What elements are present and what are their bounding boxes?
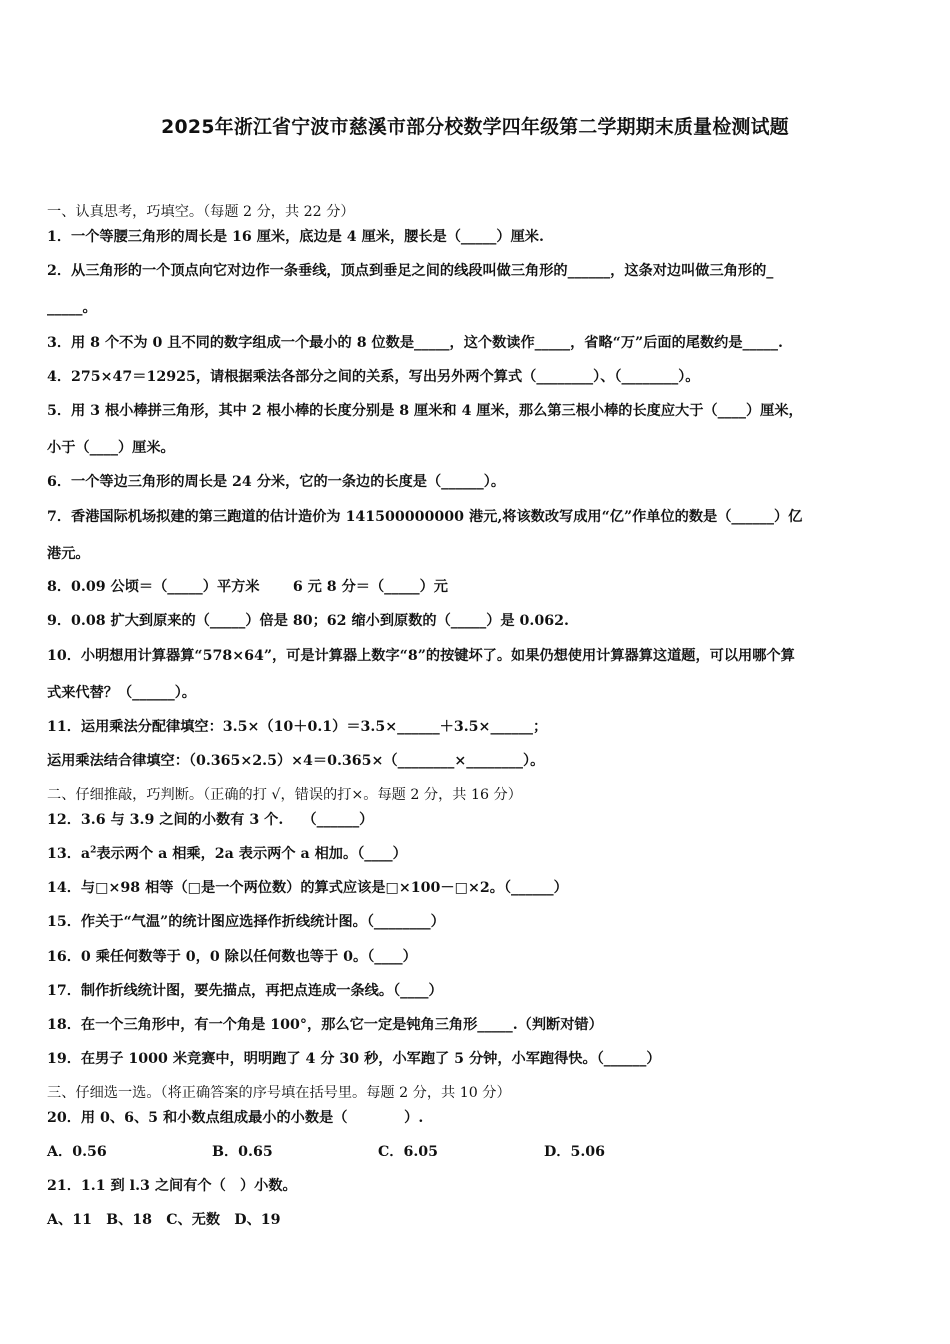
section-3-heading: 三、仔细选一选。（将正确答案的序号填在括号里。每题 2 分，共 10 分） (47, 1085, 511, 1101)
question-19: 19．在男子 1000 米竞赛中，明明跑了 4 分 30 秒，小军跑了 5 分钟，小军跑得快。（______） (47, 1051, 661, 1067)
question-10-line-1: 10．小明想用计算器算“578×64”，可是计算器上数字“8”的按键坏了。如果仍想使用计算器算这道题，可以用哪个算 (47, 648, 795, 664)
question-5-line-1: 5．用 3 根小棒拼三角形，其中 2 根小棒的长度分别是 8 厘米和 4 厘米，那么第三根小棒的长度应大于（____）厘米， (47, 403, 803, 419)
question-7-line-2: 港元。 (47, 546, 90, 562)
question-14: 14．与□×98 相等（□是一个两位数）的算式应该是□×100－□×2。（______） (47, 880, 568, 896)
question-9: 9．0.08 扩大到原来的（_____）倍是 80；62 缩小到原数的（_____）是 0.062. (47, 613, 569, 629)
section-1-heading: 一、认真思考，巧填空。（每题 2 分，共 22 分） (47, 204, 355, 220)
option-b: B．0.65 (212, 1144, 273, 1160)
question-13-text: 表示两个 a 相乘，2a 表示两个 a 相加。（____） (96, 846, 407, 862)
option-c: C．6.05 (378, 1144, 439, 1160)
question-11-line-2: 运用乘法结合律填空：（0.365×2.5）×4＝0.365×（________×________）。 (47, 753, 545, 769)
question-15: 15．作关于“气温”的统计图应选择作折线统计图。（________） (47, 914, 445, 930)
question-13-exponent: 2 (90, 845, 97, 856)
question-16: 16．0 乘任何数等于 0，0 除以任何数也等于 0。（____） (47, 949, 417, 965)
question-7-line-1: 7．香港国际机场拟建的第三跑道的估计造价为 141500000000 港元,将该数改写成用“亿”作单位的数是（______）亿 (47, 509, 803, 525)
question-21-options: A、11 B、18 C、无数 D、19 (47, 1212, 281, 1228)
question-1: 1．一个等腰三角形的周长是 16 厘米，底边是 4 厘米，腰长是（_____）厘米. (47, 229, 544, 245)
question-6: 6．一个等边三角形的周长是 24 分米，它的一条边的长度是（______）。 (47, 474, 506, 490)
question-21: 21．1.1 到 l.3 之间有个（ ）小数。 (47, 1178, 297, 1194)
question-20-options (47, 1143, 605, 1161)
question-20: 20．用 0、6、5 和小数点组成最小的小数是（ ）. (47, 1110, 424, 1126)
question-13 (47, 845, 407, 863)
question-8: 8．0.09 公顷＝（_____）平方米 6 元 8 分＝（_____）元 (47, 579, 448, 595)
question-12: 12．3.6 与 3.9 之间的小数有 3 个. （______） (47, 812, 374, 828)
question-18: 18．在一个三角形中，有一个角是 100°，那么它一定是钝角三角形_____.（判断对错） (47, 1017, 603, 1033)
question-17: 17．制作折线统计图，要先描点，再把点连成一条线。（____） (47, 983, 443, 999)
question-10-line-2: 式来代替？（______）。 (47, 685, 196, 701)
question-11-line-1: 11．运用乘法分配律填空：3.5×（10＋0.1）＝3.5×______＋3.5×______； (47, 719, 548, 735)
question-4: 4．275×47＝12925，请根据乘法各部分之间的关系，写出另外两个算式（________）、（________）。 (47, 369, 700, 385)
option-d: D．5.06 (544, 1144, 606, 1160)
document-title: 2025年浙江省宁波市慈溪市部分校数学四年级第二学期期末质量检测试题 (161, 116, 789, 138)
question-3: 3．用 8 个不为 0 且不同的数字组成一个最小的 8 位数是_____，这个数读作_____，省略“万”后面的尾数约是_____. (47, 335, 783, 351)
question-5-line-2: 小于（____）厘米。 (47, 440, 175, 456)
question-2-line-1: 2．从三角形的一个顶点向它对边作一条垂线，顶点到垂足之间的线段叫做三角形的______，这条对边叫做三角形的_ (47, 263, 774, 279)
question-2-line-2: _____。 (47, 300, 97, 316)
option-a: A．0.56 (47, 1144, 107, 1160)
section-2-heading: 二、仔细推敲，巧判断。（正确的打 √，错误的打×。每题 2 分，共 16 分） (47, 787, 522, 803)
question-13-prefix: 13．a (47, 846, 91, 862)
